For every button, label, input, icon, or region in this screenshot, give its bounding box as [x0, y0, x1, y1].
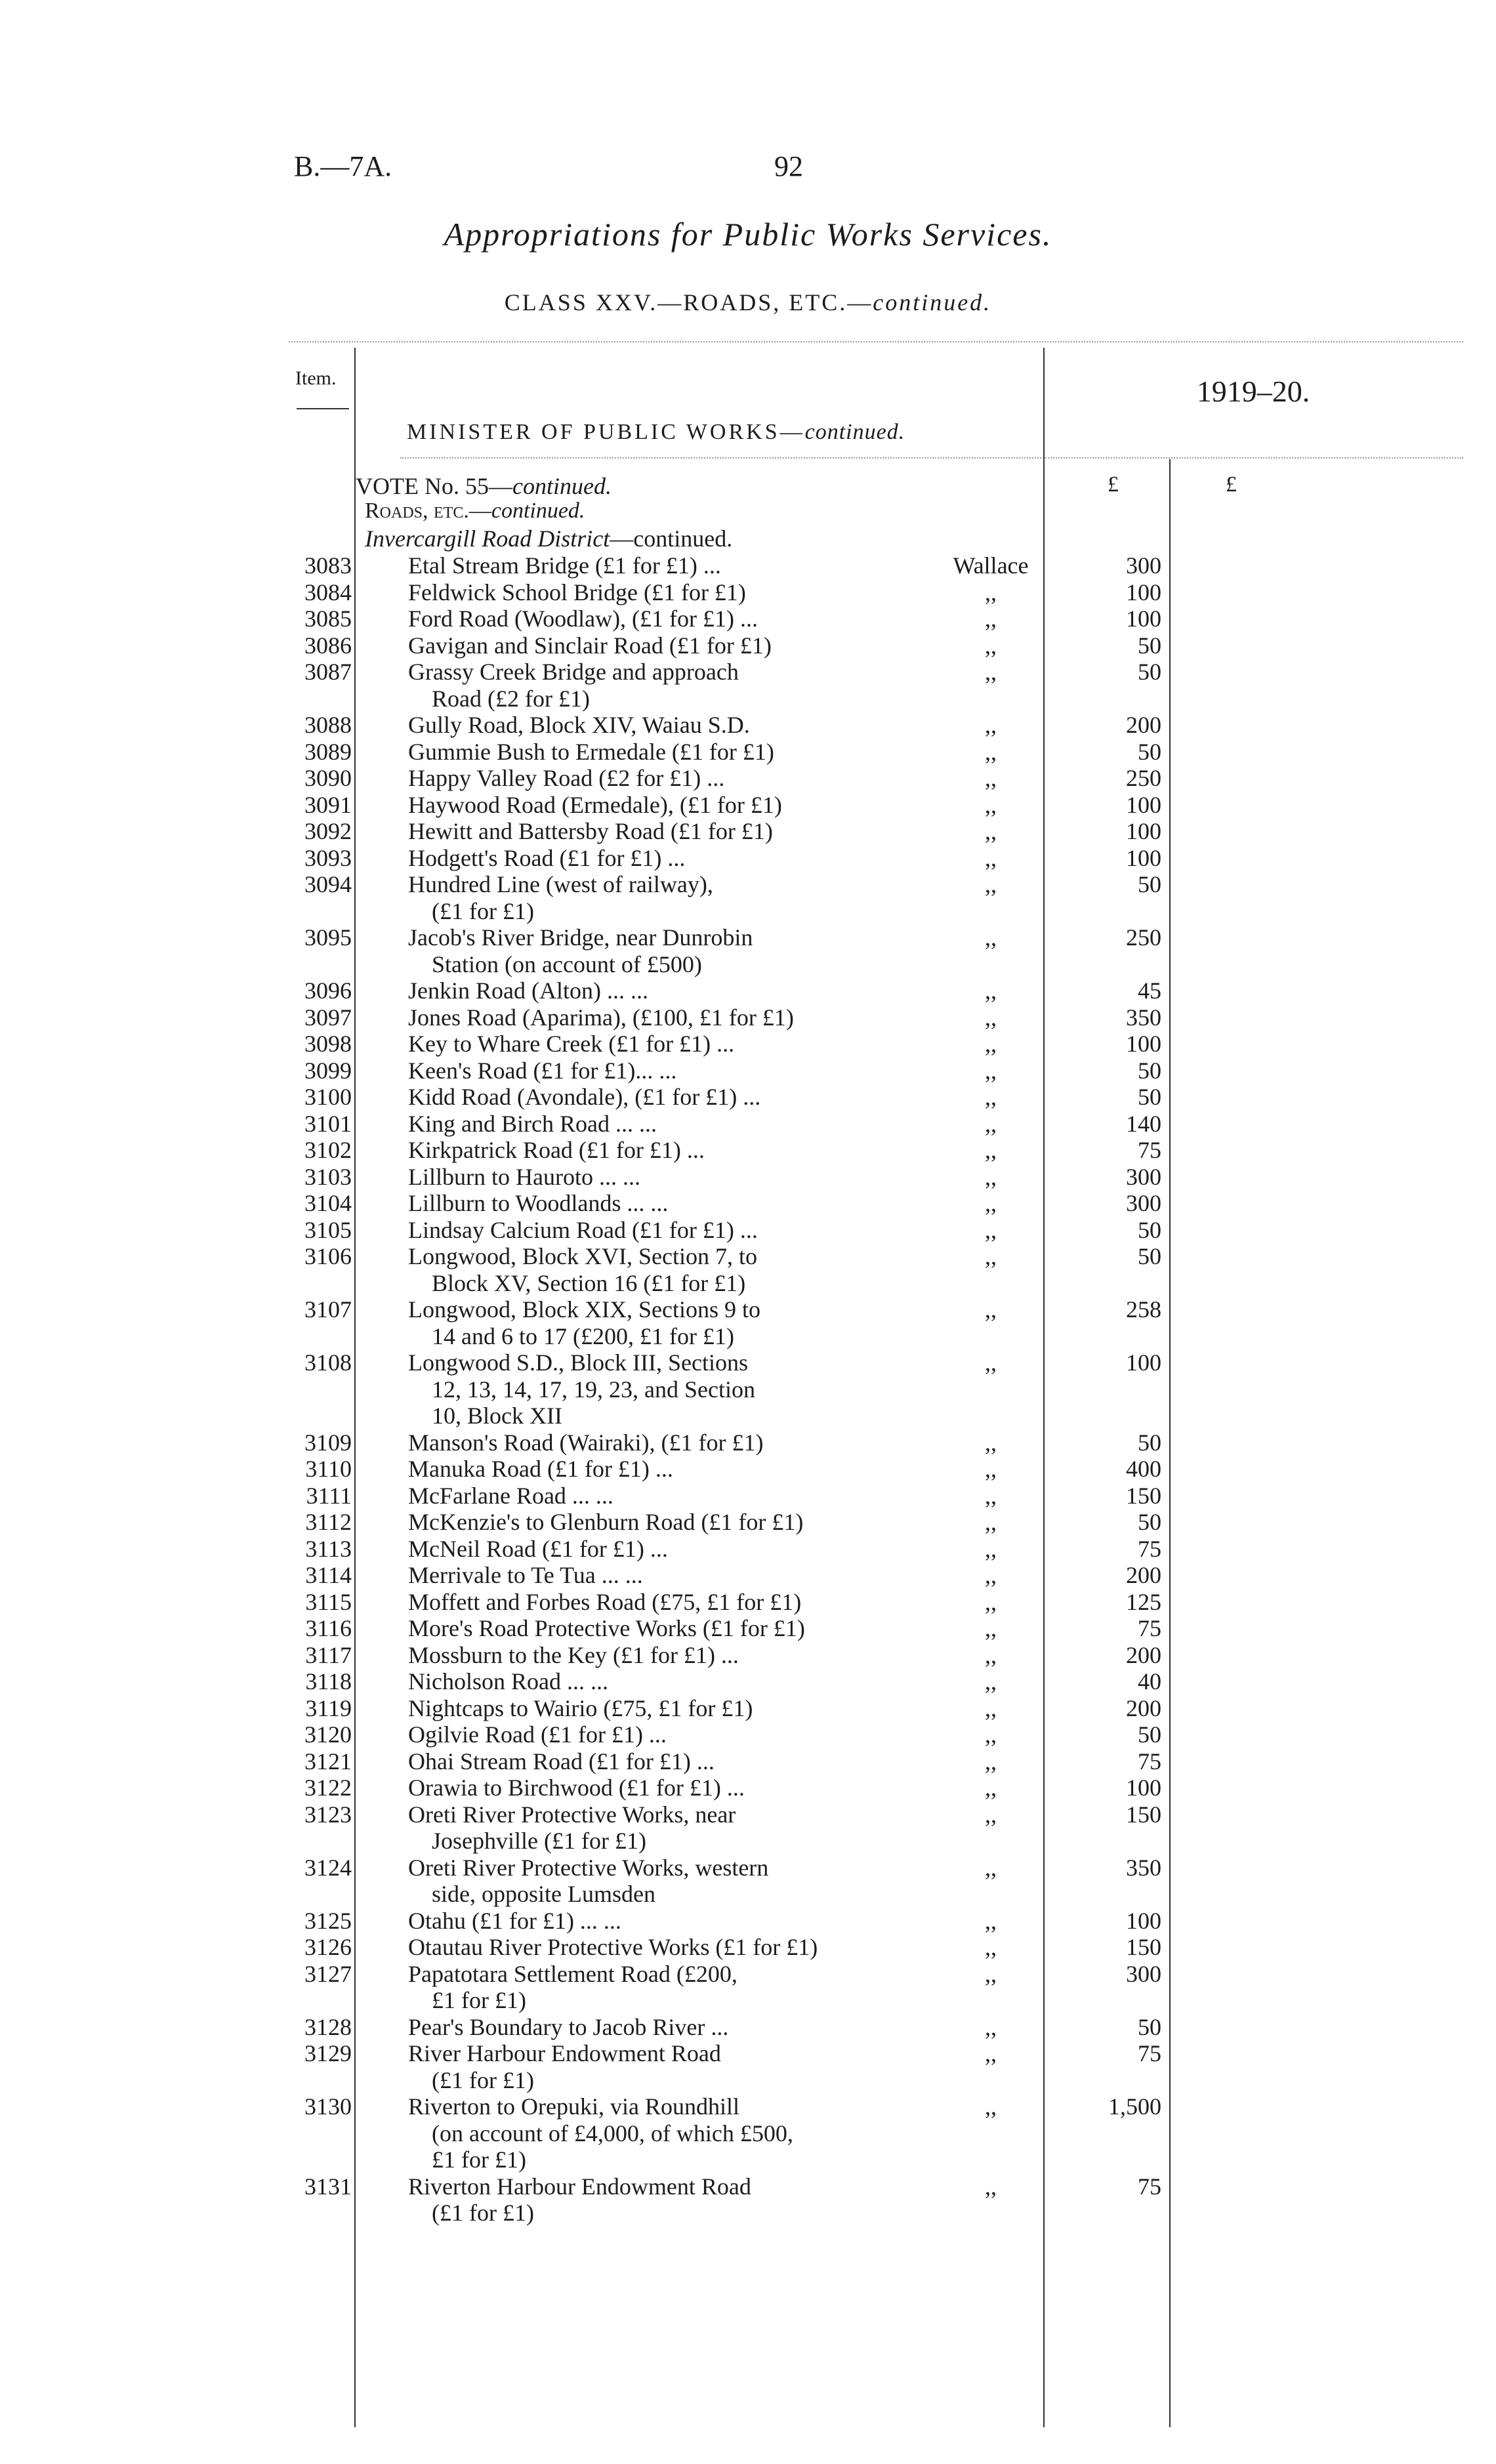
description-continuation: 10, Block XII [432, 1403, 562, 1429]
item-amount: 100 [1126, 606, 1161, 632]
description-line: McNeil Road (£1 for £1) ... [408, 1535, 668, 1562]
item-amount: 50 [1138, 1721, 1161, 1748]
item-number: 3113 [305, 1535, 352, 1562]
district-name: Invercargill Road District [365, 525, 610, 552]
description-line: Manson's Road (Wairaki), (£1 for £1) [408, 1429, 764, 1456]
item-location: ,, [985, 1004, 997, 1031]
item-column-divider [354, 348, 356, 2427]
minister-heading-text: MINISTER OF PUBLIC WORKS— [407, 420, 805, 444]
item-amount: 50 [1138, 1509, 1161, 1535]
item-location: ,, [985, 1615, 997, 1641]
item-description [408, 1721, 920, 1748]
item-number: 3115 [305, 1588, 352, 1615]
item-description [408, 924, 920, 977]
item-location: ,, [985, 1084, 997, 1110]
item-description [408, 1934, 920, 1961]
item-location: ,, [985, 738, 997, 765]
item-number: 3117 [305, 1641, 352, 1668]
item-amount: 40 [1138, 1668, 1161, 1694]
year-column-header: 1919–20. [1196, 375, 1310, 408]
description-line: Keen's Road (£1 for £1)... ... [408, 1057, 677, 1084]
roads-subheading-continued: continued. [491, 499, 585, 523]
item-amount: 50 [1138, 1243, 1161, 1269]
item-location: ,, [985, 871, 997, 897]
item-description [408, 1217, 920, 1244]
item-description [408, 792, 920, 819]
item-description [408, 1801, 920, 1855]
description-continuation: (£1 for £1) [432, 2066, 534, 2093]
class-heading-continued: continued. [873, 289, 992, 316]
item-description [408, 1536, 920, 1563]
item-amount: 300 [1126, 1960, 1161, 1987]
description-line: Feldwick School Bridge (£1 for £1) [408, 579, 746, 606]
item-number: 3108 [304, 1349, 352, 1376]
item-description [408, 1562, 920, 1589]
page-number: 92 [774, 150, 803, 182]
description-continuation: 14 and 6 to 17 (£200, £1 for £1) [432, 1323, 734, 1349]
item-location: ,, [985, 1721, 997, 1748]
item-location: ,, [985, 606, 997, 632]
item-description [408, 1961, 920, 2014]
minister-heading [407, 420, 905, 445]
item-number: 3123 [304, 1801, 352, 1828]
item-description [408, 1004, 920, 1031]
description-line: Nicholson Road ... ... [408, 1668, 608, 1694]
item-amount: 350 [1126, 1854, 1161, 1881]
item-location: ,, [985, 579, 997, 606]
item-amount: 200 [1126, 712, 1161, 738]
item-description [408, 1456, 920, 1483]
item-description [408, 977, 920, 1004]
currency-symbol-2: £ [1226, 472, 1237, 497]
item-number: 3088 [304, 712, 352, 738]
item-amount: 1,500 [1108, 2093, 1161, 2120]
description-line: Riverton to Orepuki, via Roundhill [408, 2093, 739, 2120]
item-description [408, 739, 920, 766]
description-line: Pear's Boundary to Jacob River ... [408, 2013, 729, 2040]
description-line: Kidd Road (Avondale), (£1 for £1) ... [408, 1084, 761, 1110]
item-description [408, 606, 920, 632]
description-line: Nightcaps to Wairio (£75, £1 for £1) [408, 1694, 753, 1721]
description-continuation: Station (on account of £500) [432, 951, 702, 977]
item-number: 3092 [304, 818, 352, 844]
item-amount: 50 [1138, 1057, 1161, 1084]
description-line: Hewitt and Battersby Road (£1 for £1) [408, 818, 773, 844]
item-number: 3120 [304, 1721, 352, 1748]
item-amount: 200 [1126, 1562, 1161, 1588]
item-amount: 50 [1138, 2013, 1161, 2040]
item-amount: 100 [1126, 844, 1161, 871]
item-amount: 200 [1126, 1694, 1161, 1721]
description-line: Oreti River Protective Works, western [408, 1854, 769, 1881]
roads-subheading [365, 499, 585, 524]
description-line: Gavigan and Sinclair Road (£1 for £1) [408, 632, 772, 659]
item-number: 3087 [304, 659, 352, 685]
item-location: ,, [985, 1775, 997, 1801]
vote-heading-text: VOTE No. 55— [356, 473, 512, 499]
item-description [408, 1642, 920, 1669]
item-location: ,, [985, 1509, 997, 1535]
minister-heading-continued: continued. [804, 420, 905, 444]
item-location: ,, [985, 977, 997, 1004]
item-description [408, 1855, 920, 1908]
item-amount: 300 [1126, 1163, 1161, 1190]
item-location: ,, [985, 791, 997, 818]
item-amount: 50 [1138, 871, 1161, 897]
item-description [408, 1111, 920, 1138]
item-number: 3107 [304, 1296, 352, 1323]
description-line: Ogilvie Road (£1 for £1) ... [408, 1721, 667, 1748]
item-amount: 200 [1126, 1641, 1161, 1668]
item-description [408, 1057, 920, 1084]
item-amount: 100 [1126, 818, 1161, 844]
item-location: ,, [985, 2173, 997, 2200]
item-location: ,, [985, 1031, 997, 1057]
item-description [408, 2173, 920, 2227]
item-location: ,, [985, 1854, 997, 1881]
item-location: ,, [985, 1243, 997, 1269]
item-number: 3084 [304, 579, 352, 606]
item-amount: 75 [1138, 1615, 1161, 1641]
item-location: ,, [985, 818, 997, 844]
item-description [408, 1589, 920, 1616]
item-amount: 125 [1126, 1588, 1161, 1615]
item-amount: 100 [1126, 579, 1161, 606]
description-line: Longwood, Block XVI, Section 7, to [408, 1243, 757, 1269]
item-amount: 350 [1126, 1004, 1161, 1031]
description-line: Ford Road (Woodlaw), (£1 for £1) ... [408, 606, 758, 632]
item-number: 3110 [305, 1456, 352, 1482]
class-heading-text: CLASS XXV.—ROADS, ETC.— [504, 289, 873, 316]
item-amount: 50 [1138, 632, 1161, 659]
item-number: 3097 [304, 1004, 352, 1031]
item-amount: 45 [1138, 977, 1161, 1004]
item-description [408, 579, 920, 606]
item-amount: 250 [1126, 765, 1161, 791]
description-line: Lillburn to Hauroto ... ... [408, 1163, 640, 1190]
description-line: River Harbour Endowment Road [408, 2040, 721, 2066]
vote-heading-continued: continued. [512, 473, 612, 499]
item-amount: 50 [1138, 1084, 1161, 1110]
item-location: ,, [985, 1216, 997, 1243]
description-line: Gully Road, Block XIV, Waiau S.D. [408, 712, 750, 738]
description-line: Grassy Creek Bridge and approach [408, 659, 739, 685]
item-amount: 75 [1138, 2040, 1161, 2066]
item-number: 3102 [304, 1137, 352, 1163]
header-bottom-rule [400, 457, 1463, 459]
item-amount: 75 [1138, 2173, 1161, 2200]
description-continuation: (£1 for £1) [432, 2200, 534, 2226]
item-location: ,, [985, 765, 997, 791]
item-number: 3124 [304, 1854, 352, 1881]
item-description [408, 1695, 920, 1722]
item-amount: 100 [1126, 1907, 1161, 1934]
item-number: 3098 [304, 1031, 352, 1057]
description-continuation: (on account of £4,000, of which £500, [432, 2120, 793, 2146]
item-location: ,, [985, 1057, 997, 1084]
description-line: Moffett and Forbes Road (£75, £1 for £1) [408, 1588, 802, 1615]
item-number: 3130 [304, 2093, 352, 2120]
document-reference: B.—7A. [294, 150, 392, 182]
description-continuation: side, opposite Lumsden [432, 1881, 655, 1907]
item-location: ,, [985, 1641, 997, 1668]
item-location: Wallace [953, 552, 1029, 579]
description-continuation: £1 for £1) [432, 1987, 526, 2013]
item-amount: 140 [1126, 1110, 1161, 1137]
item-location: ,, [985, 1748, 997, 1775]
item-description [408, 1031, 920, 1057]
item-number: 3089 [304, 738, 352, 765]
item-description [408, 1509, 920, 1536]
item-location: ,, [985, 1429, 997, 1456]
item-description [408, 1775, 920, 1801]
description-line: Haywood Road (Ermedale), (£1 for £1) [408, 791, 782, 818]
item-description [408, 1190, 920, 1217]
description-line: Otahu (£1 for £1) ... ... [408, 1907, 621, 1934]
item-number: 3083 [304, 552, 352, 579]
item-location: ,, [985, 1163, 997, 1190]
description-line: Lillburn to Woodlands ... ... [408, 1190, 669, 1216]
item-amount: 50 [1138, 1216, 1161, 1243]
item-location: ,, [985, 1190, 997, 1216]
description-line: Jacob's River Bridge, near Dunrobin [408, 924, 753, 951]
item-description [408, 712, 920, 739]
item-location: ,, [985, 2040, 997, 2066]
item-number: 3100 [304, 1084, 352, 1110]
item-number: 3111 [306, 1482, 352, 1509]
item-amount: 100 [1126, 1031, 1161, 1057]
item-number: 3094 [304, 871, 352, 897]
item-amount: 100 [1126, 1349, 1161, 1376]
item-number: 3121 [304, 1748, 352, 1775]
description-continuation: 12, 13, 14, 17, 19, 23, and Section [432, 1376, 755, 1403]
item-amount: 400 [1126, 1456, 1161, 1482]
item-location: ,, [985, 712, 997, 738]
item-number: 3131 [304, 2173, 352, 2200]
item-amount: 150 [1126, 1482, 1161, 1509]
item-column-header: Item. [295, 367, 337, 389]
item-description [408, 552, 920, 579]
item-number: 3109 [304, 1429, 352, 1456]
district-subheading [365, 525, 732, 552]
item-description [408, 871, 920, 924]
item-location: ,, [985, 1535, 997, 1562]
description-line: Riverton Harbour Endowment Road [408, 2173, 751, 2200]
description-line: Jones Road (Aparima), (£100, £1 for £1) [408, 1004, 794, 1031]
description-line: Mossburn to the Key (£1 for £1) ... [408, 1641, 739, 1668]
item-number: 3125 [304, 1907, 352, 1934]
description-line: King and Birch Road ... ... [408, 1110, 657, 1137]
item-amount: 50 [1138, 1429, 1161, 1456]
description-line: Manuka Road (£1 for £1) ... [408, 1456, 673, 1482]
description-line: Orawia to Birchwood (£1 for £1) ... [408, 1775, 745, 1801]
description-line: Gummie Bush to Ermedale (£1 for £1) [408, 738, 774, 765]
item-number: 3112 [305, 1509, 352, 1535]
amount-column-divider [1169, 459, 1171, 2427]
description-line: Etal Stream Bridge (£1 for £1) ... [408, 552, 721, 579]
item-location: ,, [985, 2093, 997, 2120]
description-line: Otautau River Protective Works (£1 for £1) [408, 1934, 818, 1960]
item-description [408, 1243, 920, 1296]
description-continuation: (£1 for £1) [432, 897, 534, 924]
item-number: 3127 [304, 1960, 352, 1987]
item-amount: 150 [1126, 1934, 1161, 1960]
item-number: 3119 [305, 1694, 352, 1721]
item-number: 3128 [304, 2013, 352, 2040]
description-line: McFarlane Road ... ... [408, 1482, 613, 1509]
item-location: ,, [985, 1907, 997, 1934]
item-amount: 75 [1138, 1137, 1161, 1163]
item-location: ,, [985, 2013, 997, 2040]
description-line: Lindsay Calcium Road (£1 for £1) ... [408, 1216, 758, 1243]
item-amount: 100 [1126, 1775, 1161, 1801]
description-line: Papatotara Settlement Road (£200, [408, 1960, 738, 1987]
description-continuation: £1 for £1) [432, 2146, 526, 2173]
item-number: 3103 [304, 1163, 352, 1190]
item-number: 3095 [304, 924, 352, 951]
vote-heading [356, 472, 612, 500]
description-continuation: Road (£2 for £1) [432, 685, 590, 712]
item-amount: 75 [1138, 1748, 1161, 1775]
item-description [408, 632, 920, 659]
item-description [408, 1296, 920, 1349]
item-description [408, 2014, 920, 2041]
item-location: ,, [985, 844, 997, 871]
item-location: ,, [985, 1110, 997, 1137]
item-location: ,, [985, 1668, 997, 1694]
item-location: ,, [985, 1349, 997, 1376]
item-number: 3106 [304, 1243, 352, 1269]
class-heading [0, 289, 1496, 316]
item-number: 3091 [304, 791, 352, 818]
item-number: 3118 [305, 1668, 352, 1694]
description-line: Hundred Line (west of railway), [408, 871, 713, 897]
item-number: 3114 [305, 1562, 352, 1588]
item-number: 3096 [304, 977, 352, 1004]
roads-subheading-text: Roads, etc.— [365, 499, 491, 523]
item-description [408, 2093, 920, 2173]
item-amount: 300 [1126, 1190, 1161, 1216]
item-number: 3090 [304, 765, 352, 791]
header-top-rule [289, 341, 1463, 342]
item-number: 3105 [304, 1216, 352, 1243]
item-location: ,, [985, 1562, 997, 1588]
item-description [408, 1164, 920, 1191]
item-description [408, 1615, 920, 1642]
item-location: ,, [985, 1296, 997, 1323]
description-line: Merrivale to Te Tua ... ... [408, 1562, 643, 1588]
description-line: Jenkin Road (Alton) ... ... [408, 977, 648, 1004]
item-number: 3085 [304, 606, 352, 632]
item-description [408, 1908, 920, 1935]
item-number: 3099 [304, 1057, 352, 1084]
item-amount: 75 [1138, 1535, 1161, 1562]
item-amount: 258 [1126, 1296, 1161, 1323]
item-description [408, 1349, 920, 1429]
currency-symbol-1: £ [1108, 472, 1119, 497]
item-description [408, 2040, 920, 2093]
item-location: ,, [985, 924, 997, 951]
item-description [408, 765, 920, 792]
description-line: McKenzie's to Glenburn Road (£1 for £1) [408, 1509, 804, 1535]
page-title: Appropriations for Public Works Services. [444, 216, 1052, 253]
item-amount: 150 [1126, 1801, 1161, 1828]
item-amount: 50 [1138, 738, 1161, 765]
description-line: More's Road Protective Works (£1 for £1) [408, 1615, 805, 1641]
item-description [408, 659, 920, 712]
item-description [408, 845, 920, 872]
description-line: Happy Valley Road (£2 for £1) ... [408, 765, 725, 791]
item-description [408, 1084, 920, 1111]
item-location: ,, [985, 659, 997, 685]
description-line: Key to Whare Creek (£1 for £1) ... [408, 1031, 735, 1057]
item-location: ,, [985, 1137, 997, 1163]
item-location: ,, [985, 1456, 997, 1482]
description-line: Ohai Stream Road (£1 for £1) ... [408, 1748, 715, 1775]
item-description [408, 1483, 920, 1509]
description-line: Oreti River Protective Works, near [408, 1801, 736, 1828]
item-amount: 300 [1126, 552, 1161, 579]
item-number: 3116 [305, 1615, 352, 1641]
item-number: 3104 [304, 1190, 352, 1216]
item-number: 3126 [304, 1934, 352, 1960]
item-location: ,, [985, 632, 997, 659]
item-number: 3086 [304, 632, 352, 659]
item-location: ,, [985, 1960, 997, 1987]
item-amount: 250 [1126, 924, 1161, 951]
item-number: 3122 [304, 1775, 352, 1801]
description-continuation: Block XV, Section 16 (£1 for £1) [432, 1269, 746, 1296]
item-amount: 50 [1138, 659, 1161, 685]
item-description [408, 818, 920, 845]
item-amount: 100 [1126, 791, 1161, 818]
item-location: ,, [985, 1588, 997, 1615]
district-continued: —continued. [610, 525, 733, 552]
description-line: Longwood S.D., Block III, Sections [408, 1349, 748, 1376]
item-description [408, 1429, 920, 1456]
item-number: 3093 [304, 844, 352, 871]
item-description [408, 1748, 920, 1775]
item-location: ,, [985, 1694, 997, 1721]
description-line: Hodgett's Road (£1 for £1) ... [408, 844, 686, 871]
item-location: ,, [985, 1801, 997, 1828]
item-location: ,, [985, 1482, 997, 1509]
item-number: 3129 [304, 2040, 352, 2066]
item-number: 3101 [304, 1110, 352, 1137]
item-header-underline [297, 408, 349, 409]
item-location: ,, [985, 1934, 997, 1960]
description-line: Longwood, Block XIX, Sections 9 to [408, 1296, 760, 1323]
item-description [408, 1668, 920, 1695]
description-line: Kirkpatrick Road (£1 for £1) ... [408, 1137, 705, 1163]
description-continuation: Josephville (£1 for £1) [432, 1828, 646, 1854]
item-description [408, 1137, 920, 1164]
